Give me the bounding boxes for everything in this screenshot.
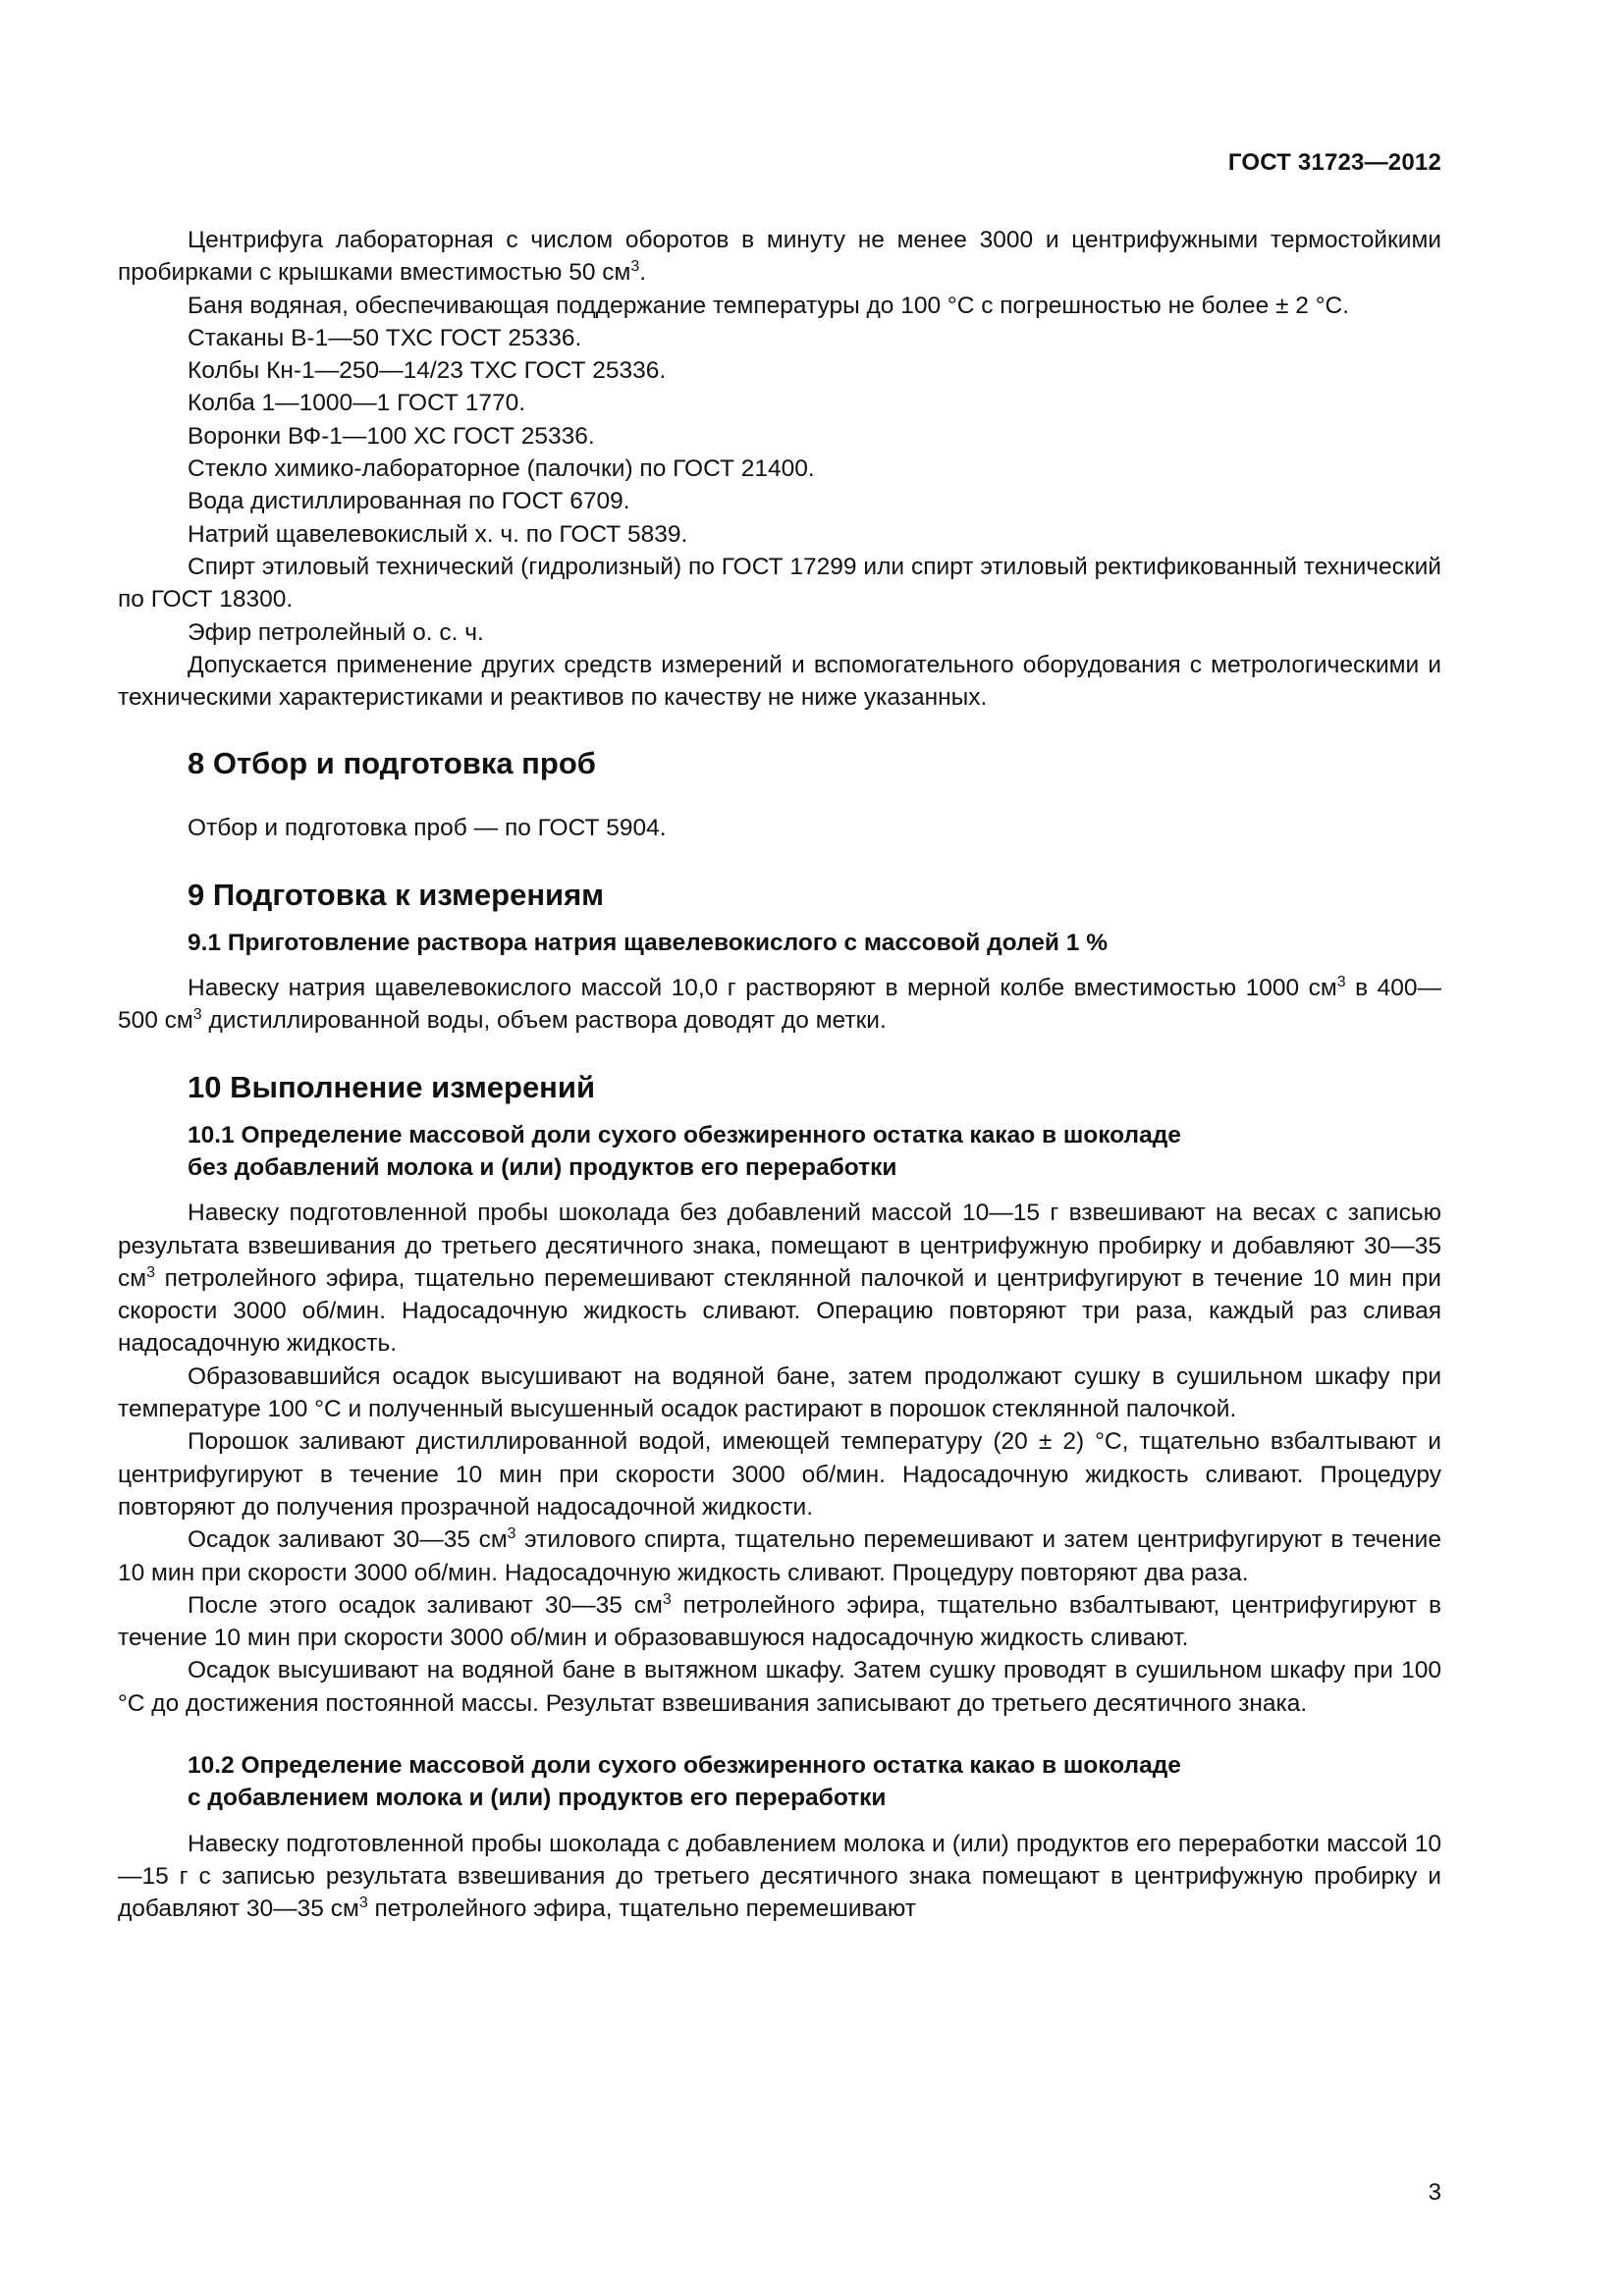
equipment-item-glass-rods: Стекло химико-лабораторное (палочки) по ГОСТ 21400. bbox=[188, 455, 815, 483]
subsection-10-1-paragraph-1: Навеску подготовленной пробы шоколада без добавлений массой 10—15 г взвешивают на весах с записью результата взвешивания до третьего десятичного знака, помещают в центрифужную пробирку и добавляют 30—35 $см^3$ петролейного эфира, тщательно перемешивают стеклянной палочкой и центрифугируют в течение 10 мин при скорости 3000 об/мин. Надосадочную жидкость сливают. Операцию повторяют три раза, каждый раз сливая надосадочную жидкость. bbox=[118, 1200, 1441, 1358]
subsection-10-2-paragraph-1: Навеску подготовленной пробы шоколада с добавлением молока и (или) продуктов его переработки массой 10—15 г с записью результата взвешивания до третьего десятичного знака помещают в центрифужную пробирку и добавляют 30—35 $см^3$ петролейного эфира, тщательно перемешивают bbox=[118, 1830, 1441, 1923]
subsection-10-2-heading: 10.2 Определение массовой доли сухого обезжиренного остатка какао в шоколаде с добавлением молока и (или) продуктов его переработки bbox=[188, 1751, 1181, 1812]
document-id-header: ГОСТ 31723—2012 bbox=[1227, 149, 1441, 176]
section-9-heading: 9 Подготовка к измерениям bbox=[188, 877, 605, 912]
subsection-10-1-paragraph-3: Порошок заливают дистиллированной водой, имеющей температуру (20 ± 2) °С, тщательно взбалтывают и центрифугируют в течение 10 мин при скорости 3000 об/мин. Надосадочную жидкость сливают. Процедуру повторяют до получения прозрачной надосадочной жидкости. bbox=[118, 1428, 1441, 1521]
equipment-substitution-note: Допускается применение других средств измерений и вспомогательного оборудования с метрологическими и техническими характеристиками и реактивов по качеству не ниже указанных. bbox=[118, 651, 1441, 712]
equipment-item-petroleum-ether: Эфир петролейный о. с. ч. bbox=[188, 618, 484, 646]
section-8-text: Отбор и подготовка проб — по ГОСТ 5904. bbox=[188, 815, 667, 842]
equipment-item-beakers: Стаканы В-1—50 ТХС ГОСТ 25336. bbox=[188, 324, 582, 351]
subsection-10-1-paragraph-6: Осадок высушивают на водяной бане в вытяжном шкафу. Затем сушку проводят в сушильном шкафу при 100 °С до достижения постоянной массы. Результат взвешивания записывают до третьего десятичного знака. bbox=[118, 1657, 1441, 1717]
subsection-10-1-paragraph-5: После этого осадок заливают 30—35 $см^3$ петролейного эфира, тщательно взбалтывают, центрифугируют в течение 10 мин при скорости 3000 об/мин и образовавшуюся надосадочную жидкость сливают. bbox=[118, 1590, 1441, 1652]
subsection-9-1-paragraph: Навеску натрия щавелевокислого массой 10,0 г растворяют в мерной колбе вместимостью 1000 $см^3$ в 400—500 $см^3$ дистиллированной воды, объем раствора доводят до метки. bbox=[118, 974, 1441, 1035]
equipment-item-distilled-water: Вода дистиллированная по ГОСТ 6709. bbox=[188, 488, 630, 515]
equipment-item-flask: Колба 1—1000—1 ГОСТ 1770. bbox=[188, 390, 526, 417]
page-content bbox=[118, 224, 1441, 1925]
subsection-10-1-paragraph-2: Образовавшийся осадок высушивают на водяной бане, затем продолжают сушку в сушильном шкафу при температуре 100 °С и полученный высушенный осадок растирают в порошок стеклянной палочкой. bbox=[118, 1362, 1441, 1423]
equipment-item-water-bath: Баня водяная, обеспечивающая поддержание температуры до 100 °С с погрешностью не более ± 2 °С. bbox=[188, 292, 1350, 319]
equipment-item-funnels: Воронки ВФ-1—100 ХС ГОСТ 25336. bbox=[188, 422, 595, 450]
equipment-item-sodium-oxalate: Натрий щавелевокислый х. ч. по ГОСТ 5839. bbox=[188, 520, 688, 548]
equipment-item-ethanol: Спирт этиловый технический (гидролизный) по ГОСТ 17299 или спирт этиловый ректификованный технический по ГОСТ 18300. bbox=[118, 553, 1441, 614]
section-10-heading: 10 Выполнение измерений bbox=[188, 1069, 596, 1104]
subsection-9-1-heading: 9.1 Приготовление раствора натрия щавелевокислого с массовой долей 1 % bbox=[188, 929, 1108, 956]
subsection-10-1-heading: 10.1 Определение массовой доли сухого обезжиренного остатка какао в шоколаде без добавлений молока и (или) продуктов его переработки bbox=[188, 1121, 1181, 1181]
equipment-item-flasks: Колбы Кн-1—250—14/23 ТХС ГОСТ 25336. bbox=[188, 357, 667, 385]
subsection-10-1-paragraph-4: Осадок заливают 30—35 $см^3$ этилового спирта, тщательно перемешивают и затем центрифугируют в течение 10 мин при скорости 3000 об/мин. Надосадочную жидкость сливают. Процедуру повторяют два раза. bbox=[118, 1525, 1441, 1586]
equipment-item-centrifuge: Центрифуга лабораторная с числом оборотов в минуту не менее 3000 и центрифужными термостойкими пробирками с крышками вместимостью 50 $см^3$. bbox=[118, 227, 1441, 287]
page-number: 3 bbox=[1428, 2179, 1441, 2206]
section-8-heading: 8 Отбор и подготовка проб bbox=[188, 746, 596, 781]
